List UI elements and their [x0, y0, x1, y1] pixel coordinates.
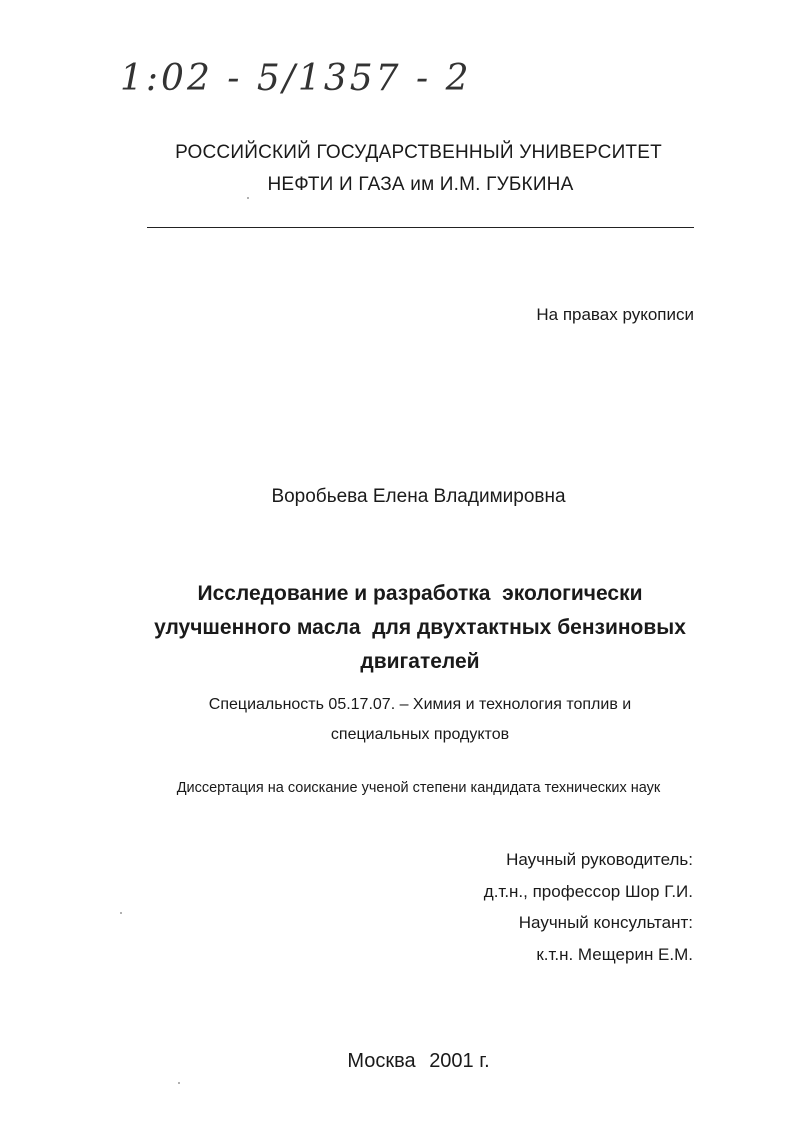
- header-divider: [147, 227, 694, 228]
- speciality-line-2: специальных продуктов: [330, 726, 510, 743]
- speciality-line-1: Специальность 05.17.07. – Химия и технология топлив и: [208, 696, 632, 713]
- advisors-block: [484, 844, 693, 970]
- handwritten-archive-code: [118, 52, 478, 102]
- institution-name-line-1: РОССИЙСКИЙ ГОСУДАРСТВЕННЫЙ УНИВЕРСИТЕТ: [175, 142, 662, 163]
- consultant-label: Научный консультант:: [518, 913, 693, 932]
- supervisor-label: Научный руководитель:: [506, 850, 693, 869]
- scan-speck: [178, 1082, 180, 1084]
- scan-speck: [247, 197, 249, 199]
- city-year: [0, 1050, 793, 1073]
- title-line-1: Исследование и разработка экологически: [197, 582, 643, 605]
- handwritten-code-text: 1:02 - 5/1357 - 2: [120, 58, 472, 99]
- speciality: [150, 690, 690, 750]
- year: 2001 г.: [429, 1050, 490, 1072]
- supervisor-name: д.т.н., профессор Шор Г.И.: [483, 881, 693, 901]
- author-name: Воробьева Елена Владимировна: [271, 486, 566, 507]
- title-line-2: улучшенного масла для двухтактных бензиновых: [154, 616, 686, 639]
- dissertation-note: Диссертация на соискание ученой степени кандидата технических наук: [176, 780, 661, 796]
- city: Москва: [347, 1050, 416, 1072]
- scan-speck: [120, 912, 122, 914]
- consultant-name: к.т.н. Мещерин Е.М.: [536, 944, 693, 964]
- title-line-3: двигателей: [360, 650, 480, 673]
- institution-name-line-2: НЕФТИ И ГАЗА им И.М. ГУБКИНА: [267, 174, 574, 195]
- dissertation-title: [130, 577, 710, 679]
- rights-note: На правах рукописи: [536, 305, 694, 324]
- handwritten-code-drawing: [118, 52, 478, 102]
